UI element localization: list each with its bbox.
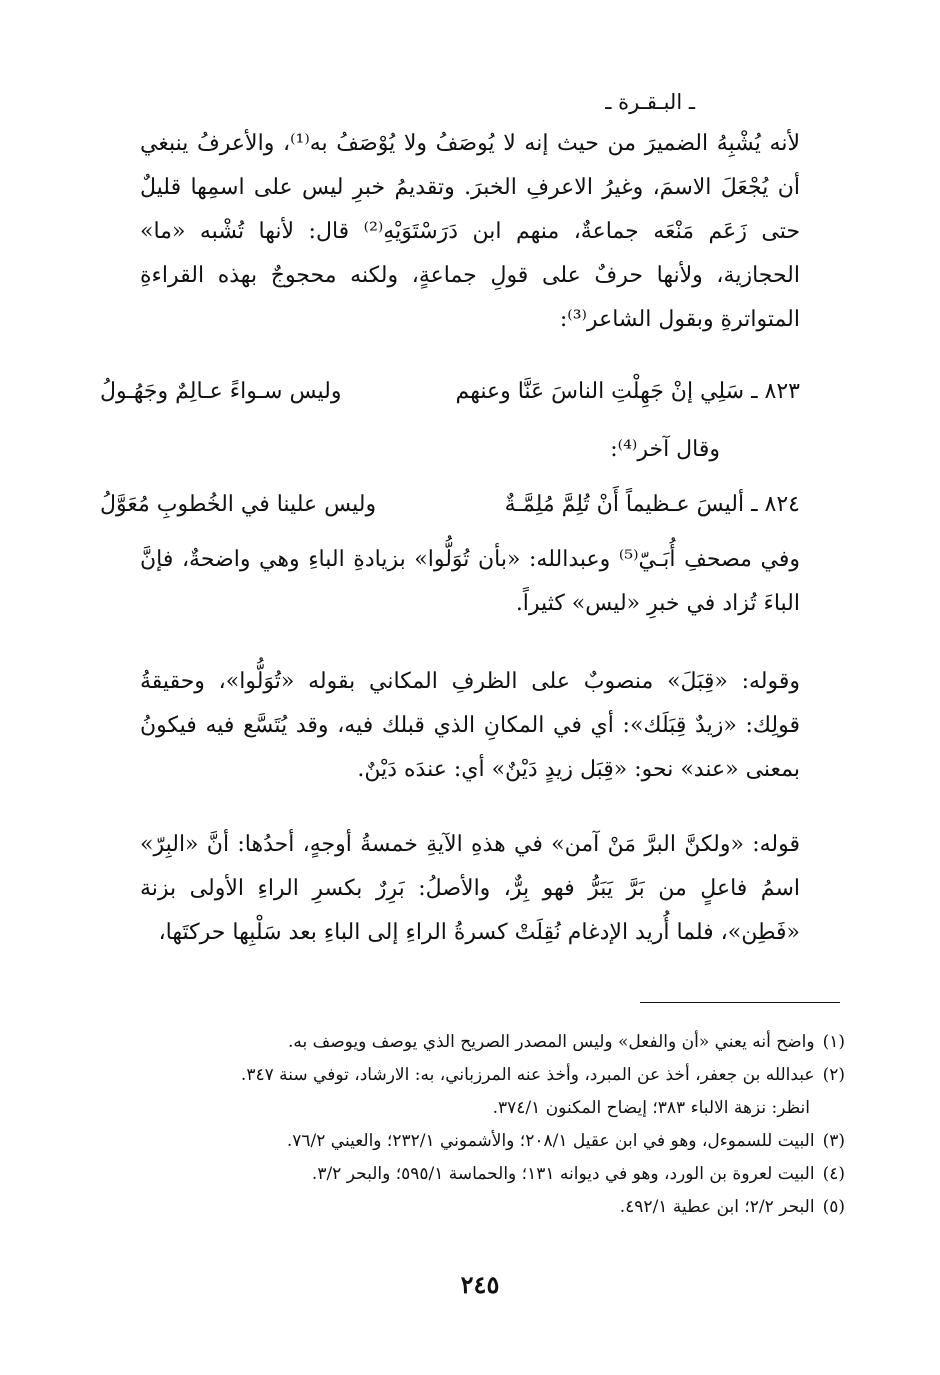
footnote-text: انظر: نزهة الالباء ٣٨٣؛ إيضاح المكنون ٣٧٤/١. (492, 1098, 810, 1118)
footnote-text: واضح أنه يعني «أن والفعل» وليس المصدر الصريح الذي يوصف ويوصف به. (287, 1032, 815, 1052)
footnote-text: البيت للسموءل، وهو في ابن عقيل ٢٠٨/١؛ والأشموني ٢٣٢/١؛ والعيني ٧٦/٢. (286, 1131, 815, 1151)
verse-823-second-hemistich: وليس سـواءً عـالِمٌ وجَهُـولُ (100, 379, 342, 404)
verse-824-second-hemistich: وليس علينا في الخُطوبِ مُعَوَّلُ (100, 492, 377, 517)
footnote-text: البحر ٢/٢؛ ابن عطية ٤٩٢/١. (619, 1197, 815, 1217)
body-paragraph-3: وقوله: «قِبَلَ» منصوبٌ على الظرفِ المكاني بقوله «تُوَلُّوا»، وحقيقةُ قولِك: «زيدٌ قِبَلَك»: أي في المكانِ الذي قبلك فيه، وقد يُتَسَّع فيه فيكونُ بمعنى «عند» نحو: «قِبَل زيدٍ دَيْنٌ» أي: عندَه دَيْنٌ. (140, 669, 800, 782)
footnote-2 (145, 1059, 845, 1092)
verse-intro: وقال آخر⁽⁴⁾: (610, 437, 720, 462)
footnote-number: (٣) (822, 1131, 845, 1151)
body-paragraph-2: وفي مصحفِ أُبَـيّ⁽⁵⁾ وعبدالله: «بأن تُوَلُّوا» بزيادةِ الباءِ وهي واضحةٌ، فإنَّ الباءَ تُزاد في خبرِ «ليس» كثيراً. (140, 547, 800, 616)
footnote-2-continuation (110, 1092, 810, 1125)
footnote-3 (145, 1125, 845, 1158)
verse-824-first-hemistich: ٨٢٤ ـ أليسَ عـظيماً أَنْ تُلِمَّ مُلِمَّـةٌ (504, 492, 800, 517)
footnote-number: (٢) (822, 1065, 845, 1085)
verse-823 (100, 370, 800, 414)
footnote-number: (١) (822, 1032, 845, 1052)
footnote-number: (٤) (822, 1164, 845, 1184)
footnote-separator (640, 1002, 840, 1003)
verse-823-first-hemistich: ٨٢٣ ـ سَلِي إنْ جَهِلْتِ الناسَ عَنَّا وعنهم (455, 379, 800, 404)
footnote-text: عبدالله بن جعفر، أخذ عن المبرد، وأخذ عنه المرزباني، به: الارشاد، توفي سنة ٣٤٧. (240, 1065, 815, 1085)
running-header: ـ البـقـرة ـ (605, 90, 695, 114)
footnote-1 (145, 1026, 845, 1059)
footnote-4 (145, 1158, 845, 1191)
page-number: ٢٤٥ (460, 1270, 500, 1299)
body-paragraph-4: قوله: «ولكنَّ البرَّ مَنْ آمن» في هذهِ الآيةِ خمسةُ أوجهٍ، أحدُها: أنَّ «البِرّ» اسمُ فاعلٍ من بَرَّ يَبَرُّ فهو بِرٌّ، والأصلُ: بَرِرٌ بكسرِ الراءِ الأولى بزنة «فَطِن»، فلما أُريد الإدغام نُقِلَتْ كسرةُ الراءِ إلى الباءِ بعد سَلْبِها حركتَها، (140, 832, 800, 945)
footnote-5 (145, 1191, 845, 1224)
footnote-text: البيت لعروة بن الورد، وهو في ديوانه ١٣١؛ والحماسة ٥٩٥/١؛ والبحر ٣/٢. (311, 1164, 815, 1184)
body-paragraph-1: لأنه يُشْبِهُ الضميرَ من حيث إنه لا يُوصَفُ ولا يُوْصَفُ به⁽¹⁾، والأعرفُ ينبغي أن يُجْعَلَ الاسمَ، وغيرُ الاعرفِ الخبرَ. وتقديمُ خبرِ ليس على اسمِها قليلٌ حتى زَعَم مَنْعَه جماعةٌ، منهم ابن دَرَسْتَوَيْهِ⁽²⁾ قال: لأنها تُشْبه «ما» الحجازية، ولأنها حرفٌ على قولِ جماعةٍ، ولكنه محجوجٌ بهذه القراءةِ المتواترةِ وبقول الشاعر⁽³⁾: (140, 131, 801, 332)
footnote-number: (٥) (822, 1197, 845, 1217)
verse-824 (100, 483, 800, 527)
